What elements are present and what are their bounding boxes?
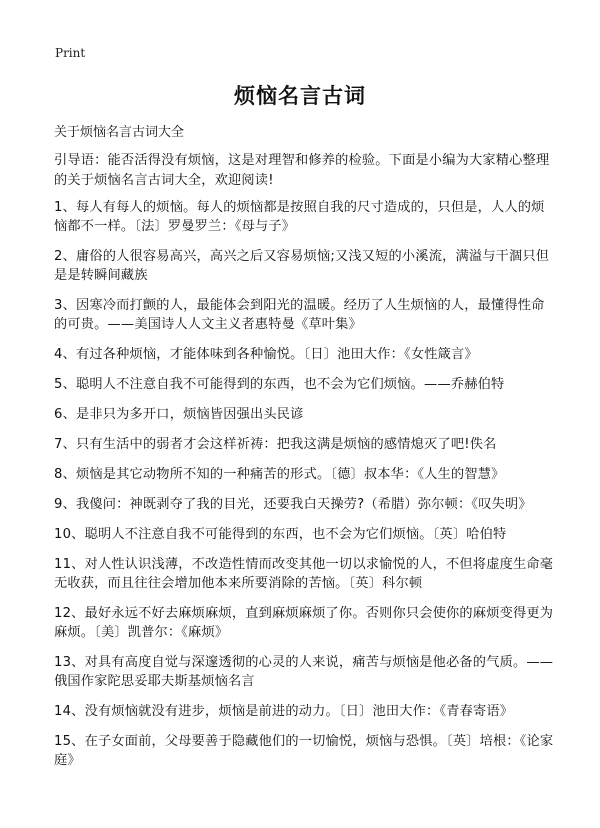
page-subtitle: 关于烦恼名言古词大全 [54,125,185,140]
quote-item: 10、聪明人不注意自我不可能得到的东西，也不会为它们烦恼。〔英〕哈伯特 [54,527,507,542]
page-title: 烦恼名言古词 [234,84,366,108]
quote-list [54,198,554,781]
quote-item: 11、对人性认识浅薄，不改造性情而改变其他一切以求愉悦的人，不但将虚度生命毫无收获，而且往往会增加他本来所要消除的苦恼。〔英〕科尔顿 [54,557,554,591]
print-link[interactable]: Print [55,46,86,60]
quote-item: 4、有过各种烦恼，才能体味到各种愉悦。〔日〕池田大作：《女性箴言》 [54,347,478,362]
quote-item: 9、我傻问：神既剥夺了我的目光，还要我白天操劳?（希腊）弥尔顿：《叹失明》 [54,497,532,512]
quote-item: 13、对具有高度自觉与深邃透彻的心灵的人来说，痛苦与烦恼是他必备的气质。——俄国作家陀思妥耶夫斯基烦恼名言 [54,655,554,689]
quote-item: 1、每人有每人的烦恼。每人的烦恼都是按照自我的尺寸造成的，只但是，人人的烦恼都不一样。〔法〕罗曼罗兰：《母与子》 [54,200,545,234]
quote-item: 3、因寒冷而打颤的人，最能体会到阳光的温暖。经历了人生烦恼的人，最懂得性命的可贵。——美国诗人人文主义者惠特曼《草叶集》 [54,298,545,332]
quote-item: 6、是非只为多开口，烦恼皆因强出头民谚 [54,407,304,422]
quote-item: 14、没有烦恼就没有进步，烦恼是前进的动力。〔日〕池田大作：《青春寄语》 [54,704,514,719]
quote-item: 15、在子女面前，父母要善于隐藏他们的一切愉悦，烦恼与恐惧。〔英〕培根：《论家庭》 [54,734,554,768]
intro-paragraph: 引导语：能否活得没有烦恼，这是对理智和修养的检验。下面是小编为大家精心整理的关于烦恼名言古词大全，欢迎阅读! [54,153,550,188]
quote-item: 5、聪明人不注意自我不可能得到的东西，也不会为它们烦恼。——乔赫伯特 [54,377,505,392]
quote-item: 2、庸俗的人很容易高兴，高兴之后又容易烦恼;又浅又短的小溪流，满溢与干涸只但是是转瞬间藏族 [54,249,550,283]
quote-item: 8、烦恼是其它动物所不知的一种痛苦的形式。〔德〕叔本华：《人生的智慧》 [54,467,505,482]
quote-item: 7、只有生活中的弱者才会这样祈祷：把我这满是烦恼的感情熄灭了吧!佚名 [54,437,497,452]
quote-item: 12、最好永远不好去麻烦麻烦，直到麻烦麻烦了你。否则你只会使你的麻烦变得更为麻烦。〔美〕凯普尔：《麻烦》 [54,606,554,640]
